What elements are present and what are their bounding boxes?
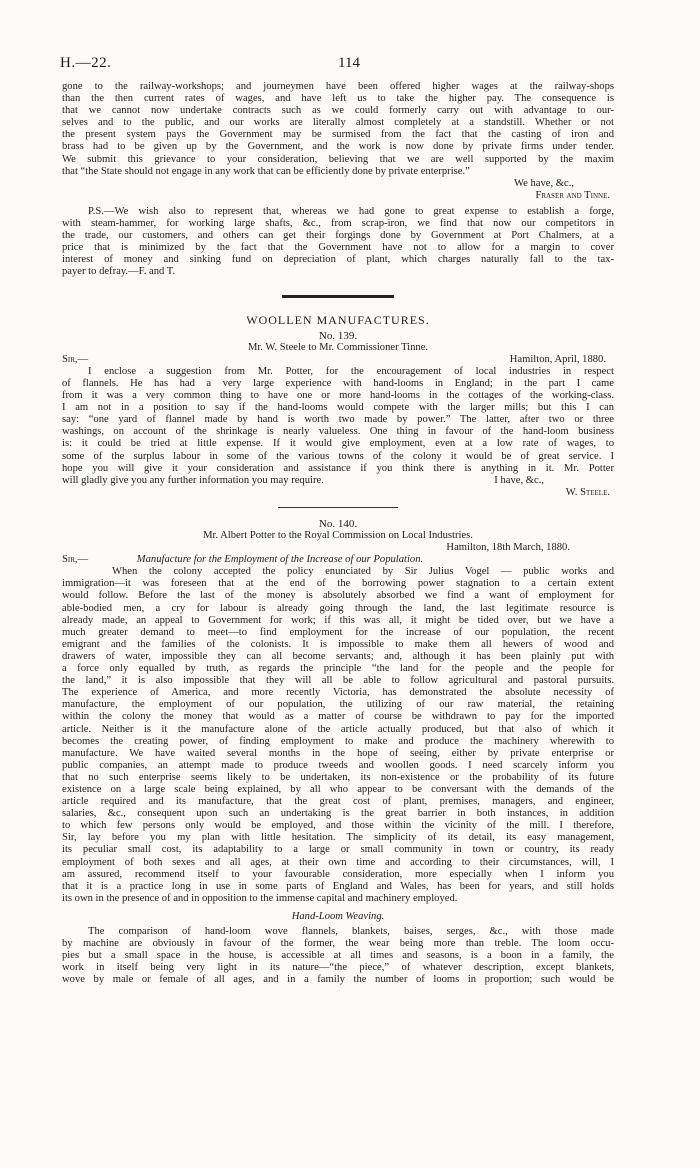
text-line: employment of both sexes and all ages, at their own time and according to their circumstances, will, I <box>62 856 614 868</box>
document-reference: H.—22. <box>60 55 112 71</box>
text-line: immigration—it was foreseen that at the end of the borrowing power stagnation to a certain extent <box>62 578 614 590</box>
letter-subject: Manufacture for the Employment of the Increase of our Population. <box>136 554 424 566</box>
text-line: able-bodied men, a cry for labour is already going through the land, the last legitimate resource is <box>62 602 614 614</box>
text-line: its own in the presence of and in opposition to the immense capital and machinery employed. <box>62 892 458 904</box>
text-line: already made, an appeal to Government for work; if this was all, it might be tided over, but we have a <box>62 614 614 626</box>
text-line: is: it could be tried at little expense. If it would give employment, even at a low rate of wages, to <box>62 438 614 450</box>
text-line: the trade, our customers, and others can get their forgings done by Government at Port Chalmers, at a <box>62 230 614 242</box>
text-line: a force only equalled by truth, as regards the principle “the land for the people and the people for <box>62 663 614 675</box>
text-line: by machine are obviously in favour of the former, the wear being more than treble. The loom occu- <box>62 938 614 950</box>
text-line: would follow. Before the last of the money is absolutely absorbed we find a want of employment for <box>62 590 614 602</box>
place-date: Hamilton, April, 1880. <box>509 353 606 365</box>
text-line: P.S.—We wish also to represent that, whereas we had gone to great expense to establish a forge, <box>88 205 614 217</box>
salutation: Sir,— <box>62 554 89 566</box>
text-line: Sir, lay before you my plan with little hesitation. The simplicity of its detail, its easy management, <box>62 832 614 844</box>
text-line: pies but a small space in the house, is accessible at all times and seasons, is a boon in a family, the <box>62 950 614 962</box>
letter-closing: I have, &c., <box>494 474 544 486</box>
letter-closing: We have, &c., <box>513 177 574 189</box>
text-line: manufacture. We have waited several months in the hope of seeing, either by private enterprise or <box>62 747 614 759</box>
letter-number: No. 139. <box>318 329 358 342</box>
text-line: article. Neither is it the manufacture alone of the article actually produced, but that also of which it <box>62 723 614 735</box>
text-line: I am not in a position to say if the hand-looms would compete with the larger mills; but this I can <box>62 402 614 414</box>
letter-signature: Fraser and Tinne. <box>535 189 610 201</box>
text-line: to which few persons only would be employed, and those within the vicinity of the mill. I therefore, <box>62 820 614 832</box>
postscript <box>62 206 614 279</box>
section-title: WOOLLEN MANUFACTURES. <box>246 312 430 327</box>
text-line: within the colony the money that would as a matter of course be withdrawn to pay for the imported <box>62 711 614 723</box>
text-line: than the then current rates of wages, and have left us to take the higher pay. The consequence is <box>62 93 614 105</box>
text-line: payer to defray.—F. and T. <box>62 266 176 278</box>
text-line: work in itself being very light in its nature—“the piece,” of whatever description, except blankets, <box>62 962 614 974</box>
page-header <box>62 55 614 81</box>
text-line: existence on a large scale being explained, by all who appear to be conversant with the demands of the <box>62 783 614 795</box>
text-line: the present system pays the Government may be surmised from the fact that the casting of iron and <box>62 129 614 141</box>
text-line: am assured, recommend itself to your favourable consideration, more especially when I inform you <box>62 868 614 880</box>
text-line: brass had to be given up by the Government, and the work is now done by private firms under tender. <box>62 141 614 153</box>
letter-signature: W. Steele. <box>565 486 610 498</box>
text-line: article required and its manufacture, that the great cost of plant, premises, managers, and engineer, <box>62 796 614 808</box>
text-line: The experience of America, and more recently Victoria, has demonstrated the absolute necessity of <box>62 687 614 699</box>
text-line: gone to the railway-workshops; and journeymen have been offered higher wages at the railway-shops <box>62 81 614 92</box>
text-line: that we cannot now undertake contracts such as we could formerly carry out with advantage to our- <box>62 105 614 117</box>
subheading: Hand-Loom Weaving. <box>291 910 385 922</box>
text-line: from it was a very common thing to have one or more hand-looms in the cottages of the working-class. <box>62 390 614 402</box>
text-line: drawers of water, impossible they can all become servants; and, although it has been plainly put with <box>62 650 614 662</box>
text-line: much greater demand to meet—to find employment for the increase of our population, the recent <box>62 626 614 638</box>
letter-number: No. 140. <box>318 517 358 530</box>
text-line: with steam-hammer, for working large shafts, &c., from scrap-iron, we find that now our competitors in <box>62 218 614 230</box>
text-line: say: “one yard of flannel made by hand is worth two made by power.” The latter, after two or three <box>62 414 614 426</box>
text-line: I enclose a suggestion from Mr. Potter, for the encouragement of local industries in respect <box>88 365 614 377</box>
text-line: that no such enterprise seems likely to be undertaken, its non-existence or the probability of its future <box>62 771 614 783</box>
section-divider <box>282 295 394 298</box>
text-line: of flannels. He has had a very large experience with hand-looms in England; in the part I came <box>62 377 614 389</box>
text-line: The comparison of hand-loom wove flannels, blankets, baises, serges, &c., with those made <box>88 926 614 937</box>
document-page <box>62 55 614 986</box>
text-line: price that is minimized by the fact that the Government have not to allow for a margin to cover <box>62 242 614 254</box>
section-divider <box>278 507 398 508</box>
text-line: interest of money and sinking fund on depreciation of plant, which charges naturally fall to the tax- <box>62 254 614 266</box>
text-line: We submit this grievance to your consideration, believing that we are well supported by the maxim <box>62 153 614 165</box>
text-line: When the colony accepted the policy enunciated by Sir Julius Vogel — public works and <box>112 566 614 578</box>
text-line: washings, on account of the shrinkage is nearly valueless. One thing in favour of the hand-loom business <box>62 426 614 438</box>
letter-heading: Mr. Albert Potter to the Royal Commission on Local Industries. <box>203 530 473 541</box>
text-line: the land,” it is also impossible that they will all be able to follow agricultural and pastoral pursuits. <box>62 675 614 687</box>
text-line: that it is a practice long in use in some parts of England and Wales, has been for years, and still holds <box>62 880 614 892</box>
text-line: its peculiar small cost, its adaptability to a large or small community in town or country, its ready <box>62 844 614 856</box>
letter-heading: Mr. W. Steele to Mr. Commissioner Tinne. <box>247 341 429 353</box>
text-line: becomes the creating power, of finding employment to make and produce the machinery wherewith to <box>62 735 614 747</box>
place-date: Hamilton, 18th March, 1880. <box>446 542 570 554</box>
text-line: public companies, an attempt made to produce tweeds and woollen goods. I need scarcely inform you <box>62 759 614 771</box>
salutation: Sir,— <box>62 353 89 365</box>
text-line: will gladly give you any further information you may require. <box>62 474 324 486</box>
letter-140 <box>62 518 614 987</box>
text-line: hope you will give it your consideration and assistance if you think there is anything in it. Mr. Potter <box>62 462 614 474</box>
text-line: emigrant and the families of the colonists. It is impossible to make them all hewers of wood and <box>62 638 614 650</box>
page-number: 114 <box>338 55 360 71</box>
text-line: that “the State should not engage in any work that can be efficiently done by private enterprise.” <box>62 165 470 177</box>
text-line: some of the surplus labour in some of the various towns of the colony it would be of great service. I <box>62 450 614 462</box>
text-line: selves and to the public, and our works are literally almost completely at a standstill. Whether or not <box>62 117 614 129</box>
fraser-letter-body <box>62 81 614 202</box>
text-line: wove by male or female of all ages, and in a family the number of looms in proportion; such would be <box>62 974 614 986</box>
text-line: salaries, &c., consequent upon such an undertaking is the great barrier in both instances, in addition <box>62 808 614 820</box>
letter-139 <box>62 330 614 499</box>
text-line: manufacture, the employment of our population, the utilizing of our raw material, the retaining <box>62 699 614 711</box>
